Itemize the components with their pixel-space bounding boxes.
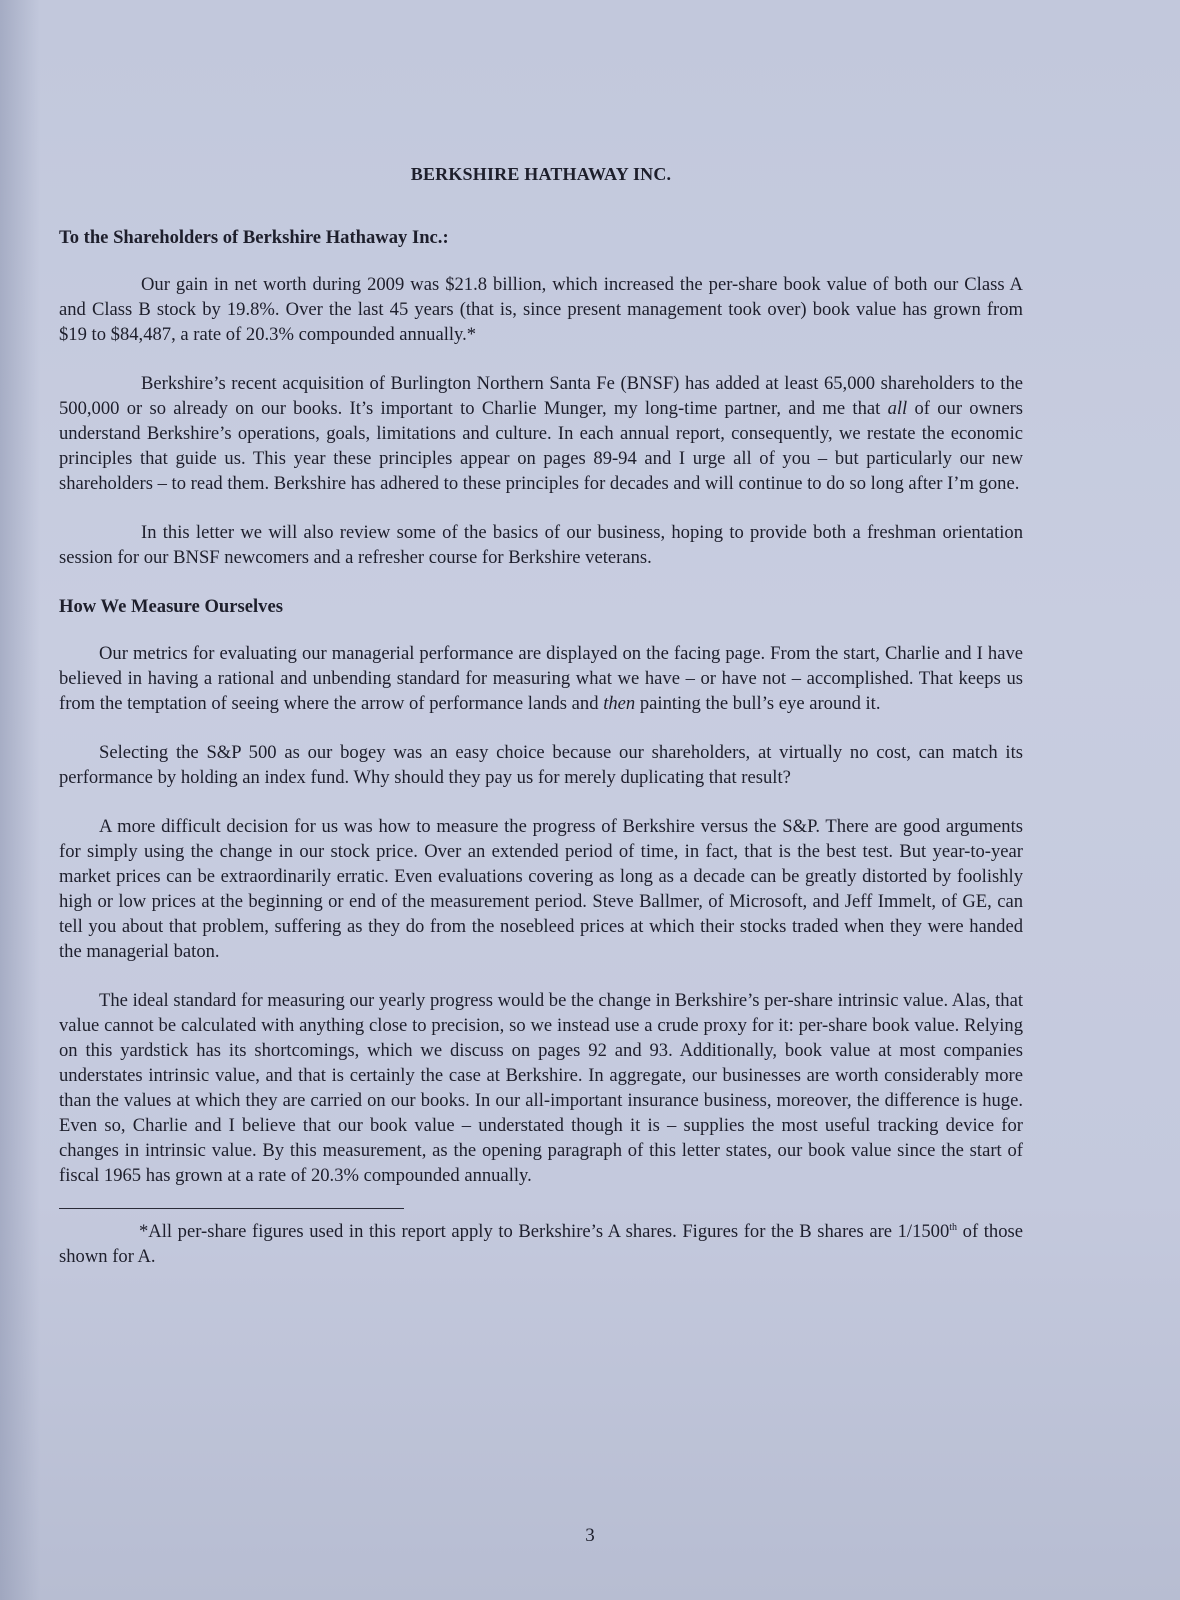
paragraph-text: Our metrics for evaluating our managerial performance are displayed on the facing page. From the start, Charlie and I have believed in having a rational and unbending standard for measuring what we have – or have not – accomplished. That keeps us from the temptation of seeing where the arrow of performance lands and	[59, 643, 1023, 714]
emphasis-text: all	[887, 398, 908, 419]
paragraph-text: painting the bull’s eye around it.	[635, 693, 881, 714]
footnote-text: *All per-share figures used in this report apply to Berkshire’s A shares. Figures for the B shares are 1/1500	[139, 1221, 950, 1242]
letter-body	[59, 162, 1023, 1269]
document-title: BERKSHIRE HATHAWAY INC.	[410, 164, 672, 184]
paragraph-intrinsic-value: The ideal standard for measuring our yearly progress would be the change in Berkshire’s per-share intrinsic value. Alas, that value cannot be calculated with anything close to precision, so we instead use a crude proxy for it: per-share book value. Relying on this yardstick has its shortcomings, which we discuss on pages 92 and 93. Additionally, book value at most companies understates intrinsic value, and that is certainly the case at Berkshire. In aggregate, our businesses are worth considerably more than the values at which they are carried on our books. In our all-important insurance business, moreover, the difference is huge. Even so, Charlie and I believe that our book value – understated though it is – supplies the most useful tracking device for changes in intrinsic value. By this measurement, as the opening paragraph of this letter states, our book value since the start of fiscal 1965 has grown at a rate of 20.3% compounded annually.	[59, 990, 1023, 1186]
page-edge-shadow	[0, 0, 40, 1600]
footnote-text: of those shown for A.	[59, 1221, 1023, 1267]
section-heading: How We Measure Ourselves	[59, 596, 283, 617]
salutation: To the Shareholders of Berkshire Hathaway Inc.:	[59, 227, 449, 248]
paragraph-metrics	[59, 641, 1023, 716]
paragraph-measure-progress: A more difficult decision for us was how to measure the progress of Berkshire versus the S&P. There are good arguments for simply using the change in our stock price. Over an extended period of time, in fact, that is the best test. But year-to-year market prices can be extraordinarily erratic. Even evaluations covering as long as a decade can be greatly distorted by foolishly high or low prices at the beginning or end of the measurement period. Steve Ballmer, of Microsoft, and Jeff Immelt, of GE, can tell you about that problem, suffering as they do from the nosebleed prices at which their stocks traded when they were handed the managerial baton.	[59, 816, 1023, 962]
emphasis-text: then	[603, 693, 636, 714]
footnote	[59, 1219, 1023, 1269]
paragraph-text: Berkshire’s recent acquisition of Burlington Northern Santa Fe (BNSF) has added at least 65,000 shareholders to the 500,000 or so already on our books. It’s important to Charlie Munger, my long-time partner, and me that	[59, 373, 1023, 419]
page-number: 3	[585, 1525, 595, 1546]
paragraph-net-worth: Our gain in net worth during 2009 was $21.8 billion, which increased the per-share book value of both our Class A and Class B stock by 19.8%. Over the last 45 years (that is, since present management took over) book value has grown from $19 to $84,487, a rate of 20.3% compounded annually.*	[59, 274, 1023, 345]
paragraph-sp500-bogey: Selecting the S&P 500 as our bogey was an easy choice because our shareholders, at virtually no cost, can match its performance by holding an index fund. Why should they pay us for merely duplicating that result?	[59, 742, 1023, 788]
footnote-divider	[59, 1208, 404, 1209]
paragraph-bnsf-acquisition	[59, 371, 1023, 496]
footnote-superscript: th	[949, 1221, 958, 1233]
paragraph-text: of our owners understand Berkshire’s operations, goals, limitations and culture. In each annual report, consequently, we restate the economic principles that guide us. This year these principles appear on pages 89-94 and I urge all of you – but particularly our new shareholders – to read them. Berkshire has adhered to these principles for decades and will continue to do so long after I’m gone.	[59, 398, 1024, 494]
paragraph-letter-overview: In this letter we will also review some of the basics of our business, hoping to provide both a freshman orientation session for our BNSF newcomers and a refresher course for Berkshire veterans.	[59, 522, 1023, 568]
